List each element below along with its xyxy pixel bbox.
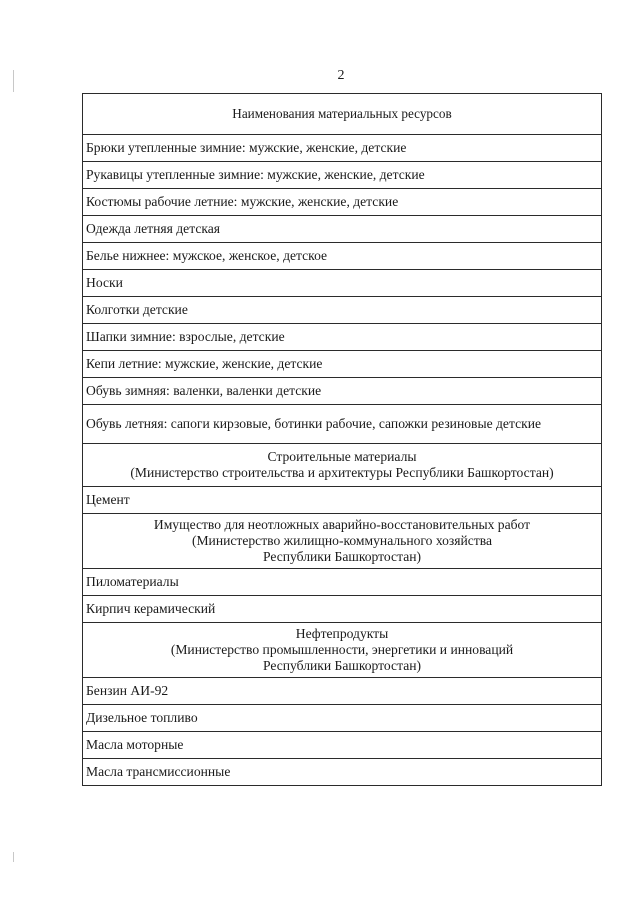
section-ministry: (Министерство промышленности, энергетики и инноваций	[170, 642, 514, 657]
resource-item: Рукавицы утепленные зимние: мужские, женские, детские	[83, 162, 602, 189]
resource-item: Кепи летние: мужские, женские, детские	[83, 351, 602, 378]
table-row	[83, 732, 602, 759]
section-title: Строительные материалы	[267, 449, 417, 464]
table-row	[83, 405, 602, 444]
resource-item: Шапки зимние: взрослые, детские	[83, 324, 602, 351]
section-title: Имущество для неотложных аварийно-восстановительных работ	[153, 517, 531, 532]
resource-item: Одежда летняя детская	[83, 216, 602, 243]
page-number: 2	[337, 68, 345, 83]
table-row	[83, 378, 602, 405]
resource-item: Масла моторные	[83, 732, 602, 759]
table-header-row	[83, 94, 602, 135]
table-row	[83, 678, 602, 705]
section-heading	[83, 444, 602, 487]
table-row	[83, 324, 602, 351]
resources-table	[82, 93, 602, 786]
table-row	[83, 351, 602, 378]
section-row	[83, 514, 602, 569]
table-row	[83, 705, 602, 732]
resource-item: Белье нижнее: мужское, женское, детское	[83, 243, 602, 270]
table-row	[83, 162, 602, 189]
resource-item: Бензин АИ-92	[83, 678, 602, 705]
resource-item: Кирпич керамический	[83, 596, 602, 623]
section-title: Нефтепродукты	[295, 626, 389, 641]
resource-item: Обувь зимняя: валенки, валенки детские	[83, 378, 602, 405]
resource-item: Брюки утепленные зимние: мужские, женские, детские	[83, 135, 602, 162]
table-row	[83, 297, 602, 324]
table-row	[83, 189, 602, 216]
table-row	[83, 216, 602, 243]
section-ministry: (Министерство строительства и архитектуры Республики Башкортостан)	[130, 465, 554, 480]
table-row	[83, 135, 602, 162]
table-row	[83, 243, 602, 270]
section-row	[83, 623, 602, 678]
resource-item: Дизельное топливо	[83, 705, 602, 732]
section-ministry: Республики Башкортостан)	[262, 549, 422, 564]
section-row	[83, 444, 602, 487]
table-row	[83, 487, 602, 514]
resource-item: Костюмы рабочие летние: мужские, женские, детские	[83, 189, 602, 216]
table-row	[83, 759, 602, 786]
section-heading	[83, 623, 602, 678]
resource-item: Цемент	[83, 487, 602, 514]
resource-item: Масла трансмиссионные	[83, 759, 602, 786]
section-heading	[83, 514, 602, 569]
resource-item: Колготки детские	[83, 297, 602, 324]
table-row	[83, 596, 602, 623]
column-header: Наименования материальных ресурсов	[83, 94, 602, 135]
section-ministry: Республики Башкортостан)	[262, 658, 422, 673]
table-row	[83, 569, 602, 596]
table-row	[83, 270, 602, 297]
resource-item: Пиломатериалы	[83, 569, 602, 596]
scan-mark	[13, 852, 14, 862]
resource-item: Носки	[83, 270, 602, 297]
resource-item: Обувь летняя: сапоги кирзовые, ботинки рабочие, сапожки резиновые детские	[83, 405, 602, 444]
section-ministry: (Министерство жилищно-коммунального хозяйства	[191, 533, 493, 548]
